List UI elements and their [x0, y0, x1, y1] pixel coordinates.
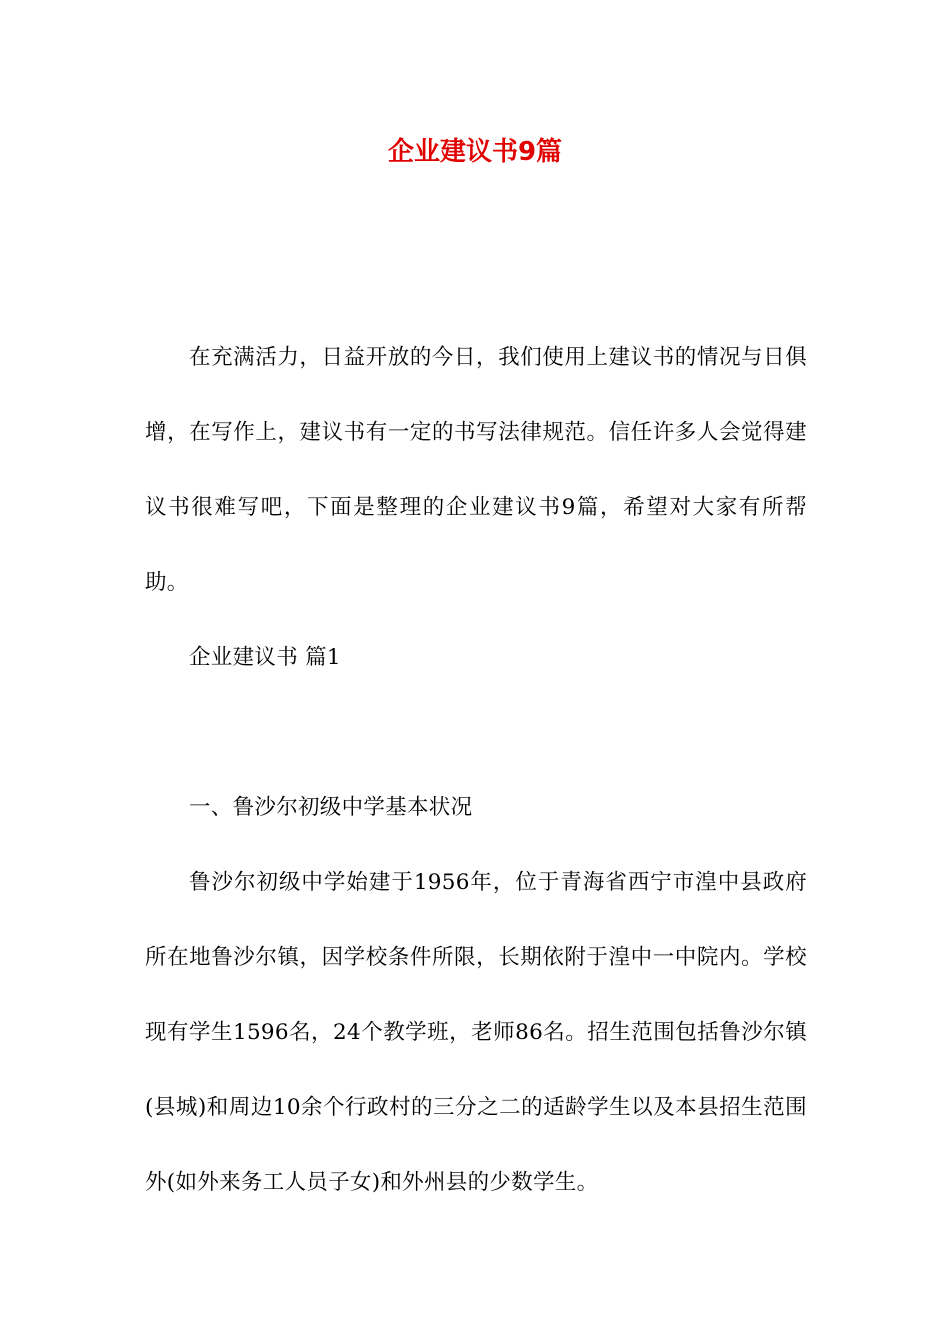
document-body — [145, 320, 807, 1220]
section-heading: 企业建议书 篇1 — [189, 645, 341, 670]
body-paragraph: 鲁沙尔初级中学始建于1956年，位于青海省西宁市湟中县政府所在地鲁沙尔镇，因学校条件所限，长期依附于湟中一中院内。学校现有学生1596名，24个教学班，老师86名。招生范围包括鲁沙尔镇(县城)和周边10余个行政村的三分之二的适龄学生以及本县招生范围外(如外来务工人员子女)和外州县的少数学生。 — [145, 870, 807, 1195]
section-gap — [145, 695, 807, 770]
document-title: 企业建议书9篇 — [387, 137, 563, 167]
subsection-heading: 一、鲁沙尔初级中学基本状况 — [189, 795, 473, 820]
intro-paragraph: 在充满活力，日益开放的今日，我们使用上建议书的情况与日俱增，在写作上，建议书有一定的书写法律规范。信任许多人会觉得建议书很难写吧，下面是整理的企业建议书9篇，希望对大家有所帮助。 — [145, 345, 807, 595]
